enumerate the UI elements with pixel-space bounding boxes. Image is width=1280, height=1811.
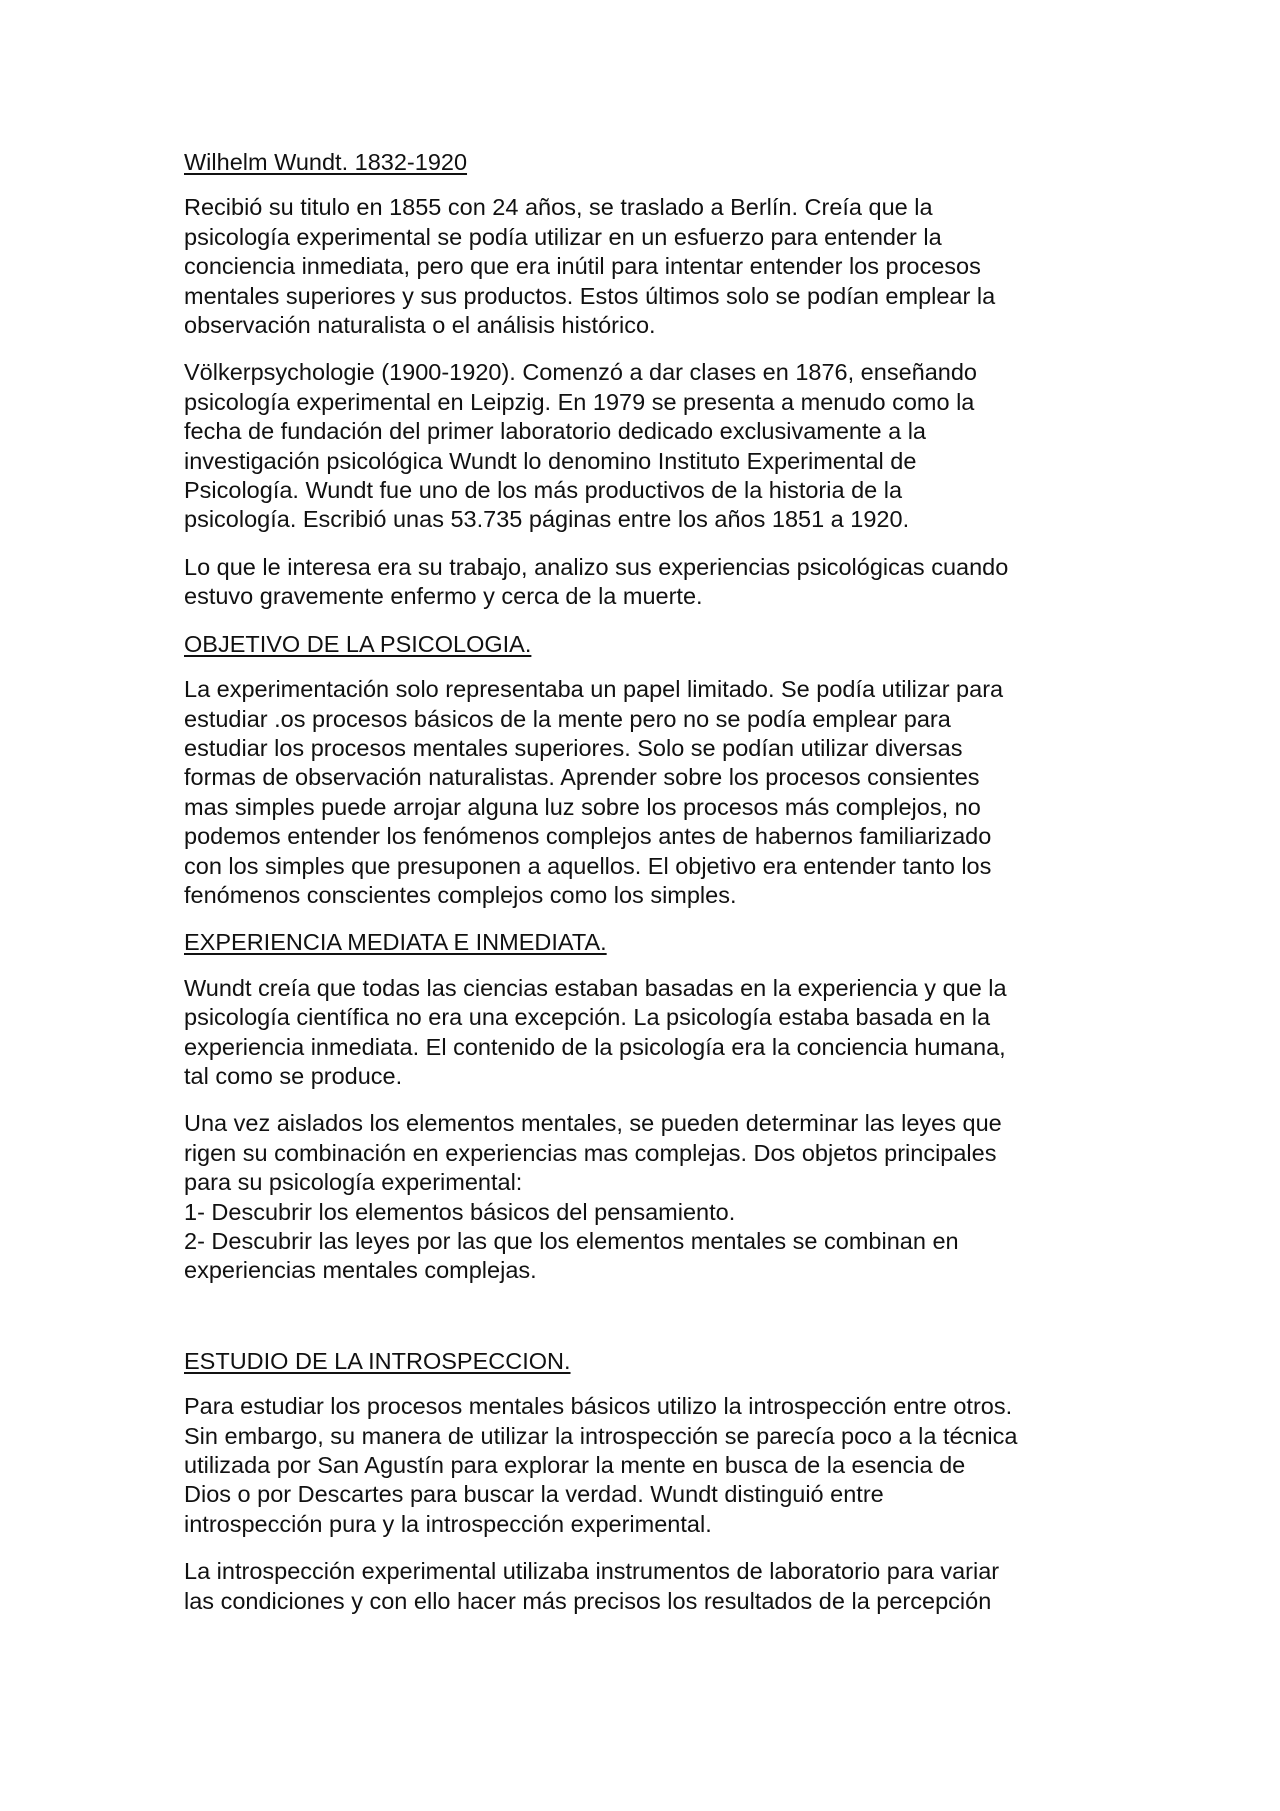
text-line: fecha de fundación del primer laboratorio dedicado exclusivamente a la	[184, 418, 927, 445]
text-line: Recibió su titulo en 1855 con 24 años, se traslado a Berlín. Creía que la	[184, 194, 933, 221]
intro-section	[184, 193, 1114, 611]
paragraph	[184, 193, 1114, 340]
blank-spacer	[184, 1304, 1114, 1347]
text-line: 2- Descubrir las leyes por las que los elementos mentales se combinan en	[184, 1228, 959, 1254]
text-line: Wundt creía que todas las ciencias estaban basadas en la experiencia y que la	[184, 974, 1007, 1001]
text-line: mas simples puede arrojar alguna luz sobre los procesos más complejos, no	[184, 793, 981, 820]
section-heading-text: OBJETIVO DE LA PSICOLOGIA.	[184, 630, 532, 657]
text-line: psicología. Escribió unas 53.735 páginas entre los años 1851 a 1920.	[184, 506, 910, 533]
text-line: estuvo gravemente enfermo y cerca de la muerte.	[184, 583, 703, 610]
section-heading-text: EXPERIENCIA MEDIATA E INMEDIATA.	[184, 929, 607, 956]
text-line: las condiciones y con ello hacer más precisos los resultados de la percepción	[184, 1587, 992, 1614]
section-introspeccion-body	[184, 1392, 1114, 1616]
text-line: 1- Descubrir los elementos básicos del pensamiento.	[184, 1198, 736, 1225]
section-heading-experiencia	[184, 928, 1114, 957]
text-line: La experimentación solo representaba un papel limitado. Se podía utilizar para	[184, 676, 1004, 703]
text-line: psicología experimental en Leipzig. En 1979 se presenta a menudo como la	[184, 388, 975, 415]
section-experiencia-body	[184, 974, 1114, 1286]
text-line: rigen su combinación en experiencias mas complejas. Dos objetos principales	[184, 1139, 997, 1166]
document-title-text: Wilhelm Wundt. 1832-1920	[184, 149, 468, 175]
text-line: mentales superiores y sus productos. Estos últimos solo se podían emplear la	[184, 282, 996, 309]
text-line: Una vez aislados los elementos mentales, se pueden determinar las leyes que	[184, 1110, 1002, 1137]
text-line: introspección pura y la introspección experimental.	[184, 1510, 712, 1537]
text-line: psicología científica no era una excepción. La psicología estaba basada en la	[184, 1004, 991, 1031]
text-line: estudiar los procesos mentales superiores. Solo se podían utilizar diversas	[184, 734, 963, 761]
paragraph	[184, 358, 1114, 534]
text-line: Dios o por Descartes para buscar la verdad. Wundt distinguió entre	[184, 1481, 884, 1508]
text-line: Sin embargo, su manera de utilizar la introspección se parecía poco a la técnica	[184, 1422, 1018, 1449]
text-line: experiencias mentales complejas.	[184, 1257, 537, 1284]
section-heading-text: ESTUDIO DE LA INTROSPECCION.	[184, 1347, 571, 1374]
text-line: estudiar .os procesos básicos de la mente pero no se podía emplear para	[184, 705, 951, 732]
text-line: podemos entender los fenómenos complejos antes de habernos familiarizado	[184, 823, 992, 850]
paragraph	[184, 553, 1114, 612]
section-heading-objetivo	[184, 630, 1114, 659]
text-line: fenómenos conscientes complejos como los simples.	[184, 881, 737, 908]
text-line: conciencia inmediata, pero que era inútil para intentar entender los procesos	[184, 253, 981, 280]
text-line: Lo que le interesa era su trabajo, analizo sus experiencias psicológicas cuando	[184, 553, 1009, 580]
text-line: tal como se produce.	[184, 1062, 403, 1089]
section-heading-introspeccion	[184, 1347, 1114, 1376]
text-line: utilizada por San Agustín para explorar la mente en busca de la esencia de	[184, 1452, 966, 1479]
document-body	[184, 148, 1114, 1634]
section-objetivo-body	[184, 675, 1114, 910]
text-line: para su psicología experimental:	[184, 1169, 523, 1196]
paragraph	[184, 974, 1114, 1092]
paragraph	[184, 1557, 1114, 1616]
text-line: con los simples que presuponen a aquellos. El objetivo era entender tanto los	[184, 852, 992, 879]
text-line: psicología experimental se podía utilizar en un esfuerzo para entender la	[184, 223, 942, 250]
text-line: La introspección experimental utilizaba instrumentos de laboratorio para variar	[184, 1558, 1000, 1585]
text-line: investigación psicológica Wundt lo denomino Instituto Experimental de	[184, 447, 917, 474]
text-line: Völkerpsychologie (1900-1920). Comenzó a dar clases en 1876, enseñando	[184, 359, 977, 386]
text-line: formas de observación naturalistas. Aprender sobre los procesos consientes	[184, 764, 980, 791]
paragraph	[184, 1109, 1114, 1285]
text-line: observación naturalista o el análisis histórico.	[184, 312, 656, 339]
text-line: experiencia inmediata. El contenido de la psicología era la conciencia humana,	[184, 1033, 1006, 1060]
document-title	[184, 148, 1114, 177]
text-line: Psicología. Wundt fue uno de los más productivos de la historia de la	[184, 477, 903, 504]
paragraph	[184, 1392, 1114, 1539]
paragraph	[184, 675, 1114, 910]
text-line: Para estudiar los procesos mentales básicos utilizo la introspección entre otros.	[184, 1393, 1013, 1420]
